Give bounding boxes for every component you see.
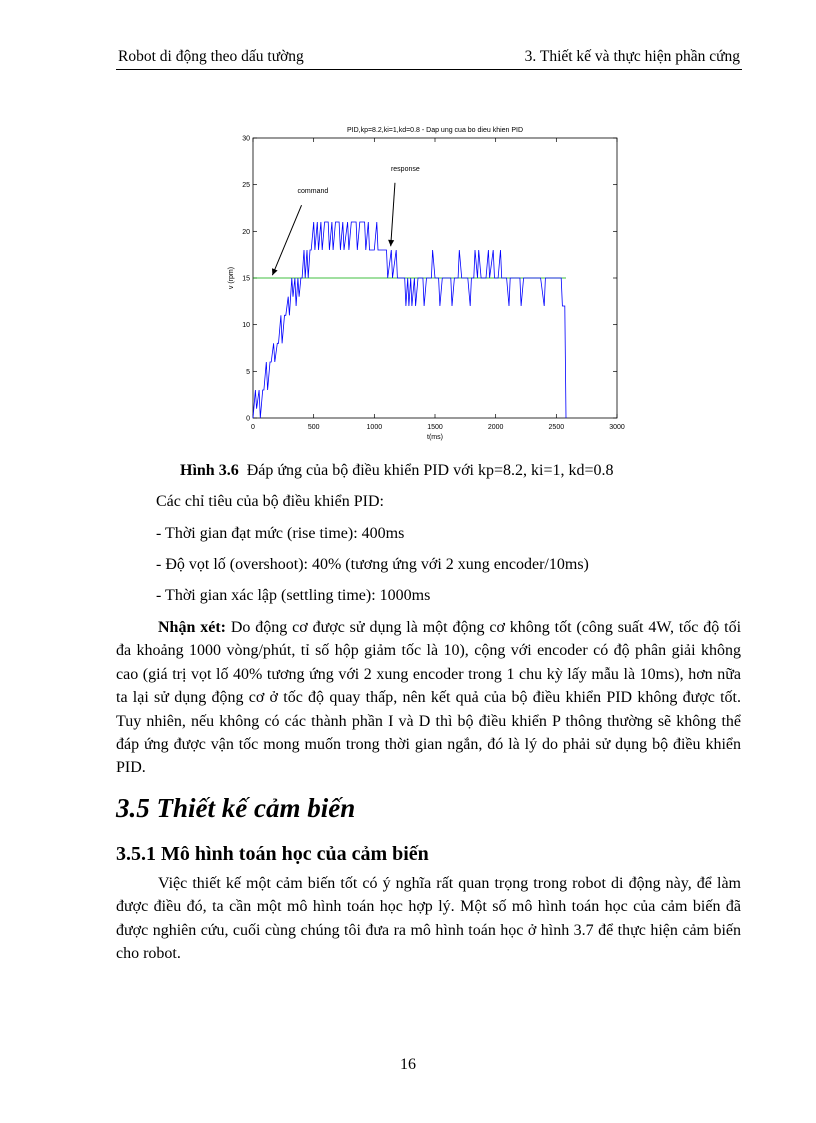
x-tick-label: 500 xyxy=(307,424,320,431)
y-tick-label: 20 xyxy=(242,228,250,236)
x-tick-label: 2500 xyxy=(548,424,565,431)
pid-response-chart xyxy=(205,118,635,448)
page-header-right: 3. Thiết kế và thực hiện phần cứng xyxy=(524,48,740,65)
y-tick-label: 15 xyxy=(242,275,250,283)
y-tick-label: 25 xyxy=(242,182,250,190)
criteria-item: - Thời gian đạt mức (rise time): 400ms xyxy=(156,525,405,542)
subsection-paragraph xyxy=(116,872,741,966)
x-tick-label: 1500 xyxy=(427,424,443,431)
x-tick-label: 1000 xyxy=(366,424,383,431)
remark-label: Nhận xét: xyxy=(158,619,226,636)
x-tick-label: 2000 xyxy=(487,424,504,431)
figure-caption xyxy=(180,462,614,480)
section-heading: 3.5 Thiết kế cảm biến xyxy=(116,793,356,823)
figure-label: Hình 3.6 xyxy=(180,462,239,479)
x-axis-label: t(ms) xyxy=(427,434,443,441)
y-tick-label: 5 xyxy=(246,368,250,376)
criteria-item: - Độ vọt lố (overshoot): 40% (tương ứng với 2 xung encoder/10ms) xyxy=(156,556,589,573)
subsection-text: Việc thiết kế một cảm biến tốt có ý nghĩa rất quan trọng trong robot di động này, để làm được điều đó, ta cần một mô hình toán học hợp lý. Một số mô hình toán học của cảm biến đã được nghiên cứu, cuối cùng chúng tôi đưa ra mô hình toán học ở hình 3.7 để thực hiện cảm biến cho robot. xyxy=(116,875,741,963)
x-tick-label: 3000 xyxy=(609,424,625,431)
header-rule xyxy=(116,69,742,70)
x-tick-label: 0 xyxy=(251,424,255,431)
page-number: 16 xyxy=(400,1056,416,1073)
remark-text: Do động cơ được sử dụng là một động cơ không tốt (công suất 4W, tốc độ tối đa khoảng 1000 vòng/phút, tỉ số hộp giảm tốc là 10), cộng với encoder có độ phân giải không cao (giá trị vọt lố 40% tương ứng với 2 xung encoder trong 1 chu kỳ lấy mẫu là 10ms), hơn nữa ta lại sử dụng động cơ ở tốc độ quay thấp, nên kết quả của bộ điều khiển PID không được tốt. Tuy nhiên, nếu không có các thành phần I và D thì bộ điều khiển P thông thường sẽ không thể đáp ứng được vận tốc mong muốn trong thời gian ngắn, đó là lý do phải sử dụng bộ điều khiển PID. xyxy=(116,619,742,777)
y-tick-label: 0 xyxy=(246,415,250,423)
figure-caption-text: Đáp ứng của bộ điều khiển PID với kp=8.2, ki=1, kd=0.8 xyxy=(246,462,614,479)
criteria-intro: Các chỉ tiêu của bộ điều khiển PID: xyxy=(156,493,384,510)
criteria-item: - Thời gian xác lập (settling time): 1000ms xyxy=(156,587,431,604)
page-header-left: Robot di động theo dấu tường xyxy=(118,48,304,65)
chart-title: PID,kp=8.2,ki=1,kd=0.8 - Dap ung cua bo dieu khien PID xyxy=(346,127,524,134)
annotation-label: command xyxy=(297,188,329,196)
remark-paragraph xyxy=(116,616,741,780)
y-tick-label: 30 xyxy=(242,135,250,143)
y-axis-label: v (rpm) xyxy=(228,266,235,290)
annotation-label: response xyxy=(390,165,420,173)
y-tick-label: 10 xyxy=(242,322,250,330)
subsection-heading: 3.5.1 Mô hình toán học của cảm biến xyxy=(116,843,429,865)
